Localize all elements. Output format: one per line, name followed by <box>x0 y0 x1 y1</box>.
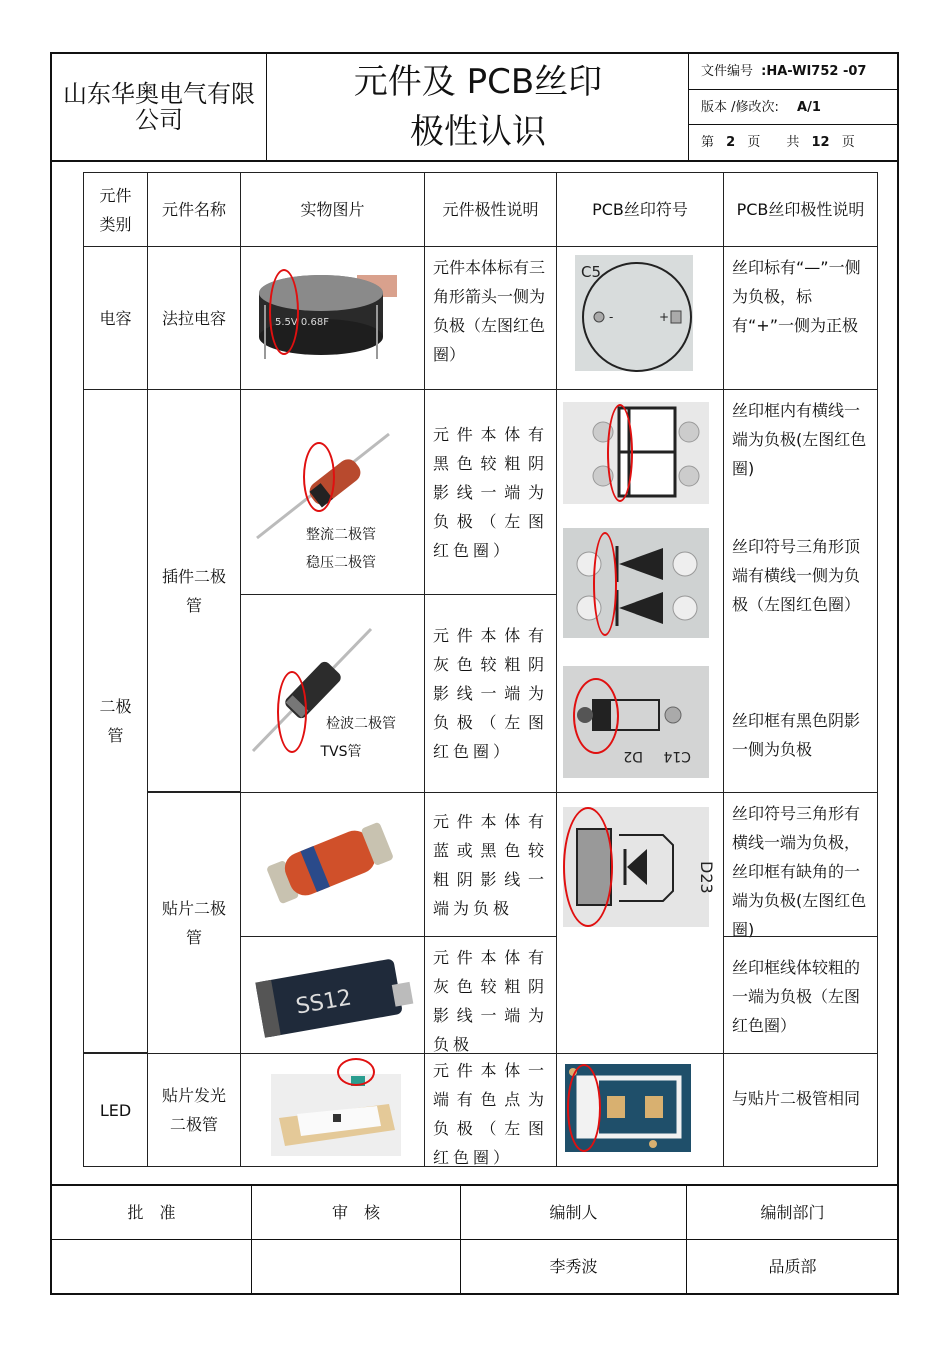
row-cap-name: 法拉电容 <box>147 246 241 390</box>
row-smd-polarity1: 元件本体有蓝或黑色较粗阴影线一端为负极 <box>424 792 557 937</box>
col-header-category: 元件类别 <box>83 172 148 247</box>
row-cap-photo-cell <box>240 246 425 390</box>
col-header-name: 元件名称 <box>147 172 241 247</box>
row-thd-name: 插件二极管 <box>147 389 241 792</box>
col-header-photo: 实物图片 <box>240 172 425 247</box>
footer-value-dept: 品质部 <box>768 1257 817 1276</box>
row-thd-silk-cell <box>556 389 724 793</box>
silk-ref-d23: D23 <box>697 861 716 894</box>
doc-number-row: 文件编号 :HA-WI752 -07 <box>689 54 897 90</box>
thd-caption-1: 整流二极管 <box>306 527 376 543</box>
col-header-silk: PCB丝印符号 <box>556 172 724 247</box>
row-smd-photo2-cell <box>240 936 425 1054</box>
silk-desc-3: 丝印框有黑色阴影一侧为负极 <box>732 711 861 759</box>
svg-text:+: + <box>659 310 670 324</box>
row-smd-silk-desc2: 丝印框线体较粗的一端为负极（左图红色圈） <box>723 936 878 1054</box>
thd-silk-photo-1 <box>563 402 709 504</box>
row-thd-photo1-cell <box>240 389 425 595</box>
polarity-marker-circle <box>607 404 633 502</box>
polarity-marker-circle <box>567 1064 601 1152</box>
row-cap-category: 电容 <box>83 246 148 390</box>
row-thd-polarity2: 元件本体有灰色较粗阴影线一端为负极（左图红色圈） <box>424 594 557 793</box>
footer-value-author: 李秀波 <box>549 1257 598 1276</box>
silk-box-image <box>563 402 709 504</box>
row-cap-silk-cell <box>556 246 724 390</box>
title-line-1: 元件及 PCB丝印 <box>353 62 603 102</box>
led-silk-photo <box>565 1064 691 1152</box>
supercapacitor-photo <box>249 265 407 361</box>
polarity-marker-circle <box>593 532 617 636</box>
footer-label-dept: 编制部门 <box>760 1203 825 1222</box>
silk-triangle-image <box>563 528 709 638</box>
row-diode-category: 二极管 <box>83 389 148 1053</box>
polarity-marker-circle <box>277 671 307 753</box>
row-led-category: LED <box>83 1053 148 1167</box>
company-name: 山东华奥电气有限公司 <box>63 80 255 134</box>
silk-desc-1: 丝印框内有横线一端为负极(左图红色圈) <box>732 401 867 478</box>
polarity-marker-circle <box>573 678 619 754</box>
silk-ref-c5: C5 <box>581 263 602 281</box>
polarity-marker-circle <box>269 269 299 355</box>
row-led-photo-cell <box>240 1053 425 1167</box>
footer-value-review <box>252 1240 460 1293</box>
header-bottom-line <box>52 160 898 162</box>
row-cap-silk-desc: 丝印标有“—”一侧为负极，标有“+”一侧为正极 <box>723 246 878 390</box>
svg-text:-: - <box>609 310 614 324</box>
title-line-2: 极性认识 <box>410 112 546 152</box>
smd-led-image <box>271 1074 401 1156</box>
footer-value-approve <box>52 1240 251 1293</box>
row-thd-photo2-cell <box>240 594 425 793</box>
smd-silk-photo <box>563 807 716 927</box>
document-title <box>267 54 689 160</box>
row-smd-polarity2: 元件本体有灰色较粗阴影线一端为负极 <box>424 936 557 1054</box>
melf-diode-image <box>255 813 405 913</box>
smd-led-photo <box>271 1074 401 1156</box>
silk-desc-2: 丝印符号三角形顶端有横线一侧为负极（左图红色圈） <box>732 537 861 614</box>
cap-silk-image <box>575 255 693 371</box>
footer-label-approve: 批 准 <box>127 1203 176 1222</box>
row-smd-silk-cell <box>556 792 724 1054</box>
thd-silk-photo-2 <box>563 528 709 638</box>
page-row: 第 2 页 共 12 页 <box>701 135 855 150</box>
row-smd-name: 贴片二极管 <box>147 792 241 1054</box>
col-header-silk-polarity: PCB丝印极性说明 <box>723 172 878 247</box>
silk-ref-d2: D2 <box>623 748 643 764</box>
polarity-marker-circle <box>337 1058 375 1086</box>
footer-label-author: 编制人 <box>549 1203 598 1222</box>
thd-caption-4: TVS管 <box>320 744 362 760</box>
polarity-marker-circle <box>563 807 613 927</box>
cap-marking-text: 5.5V 0.68F <box>275 317 329 328</box>
version-row: 版本 /修改次: A/1 <box>689 90 897 125</box>
row-thd-silk-desc <box>723 389 878 793</box>
thd-silk-photo-3 <box>563 666 709 778</box>
row-cap-polarity: 元件本体标有三角形箭头一侧为负极（左图红色圈） <box>424 246 557 390</box>
silk-ref-c14: C14 <box>663 748 691 764</box>
row-led-name: 贴片发光二极管 <box>147 1053 241 1167</box>
thd-caption-2: 稳压二极管 <box>306 555 376 571</box>
footer-label-review: 审 核 <box>331 1203 380 1222</box>
row-smd-silk-desc1: 丝印符号三角形有横线一端为负极，丝印框有缺角的一端为负极(左图红色圈) <box>723 792 878 937</box>
row-led-silk-cell <box>556 1053 724 1167</box>
polarity-marker-circle <box>303 442 335 512</box>
col-header-polarity: 元件极性说明 <box>424 172 557 247</box>
cap-silk-photo <box>575 255 693 371</box>
row-smd-photo1-cell <box>240 792 425 937</box>
row-led-polarity: 元件本体一端有色点为负极（左图红色圈） <box>424 1053 557 1167</box>
ss12-marking-text: SS12 <box>294 985 354 1020</box>
thd-caption-3: 检波二极管 <box>326 716 396 732</box>
row-led-silk-desc: 与贴片二极管相同 <box>723 1053 878 1167</box>
row-thd-polarity1: 元件本体有黑色较粗阴影线一端为负极（左图红色圈） <box>424 389 557 595</box>
ss12-diode-image <box>255 951 415 1043</box>
